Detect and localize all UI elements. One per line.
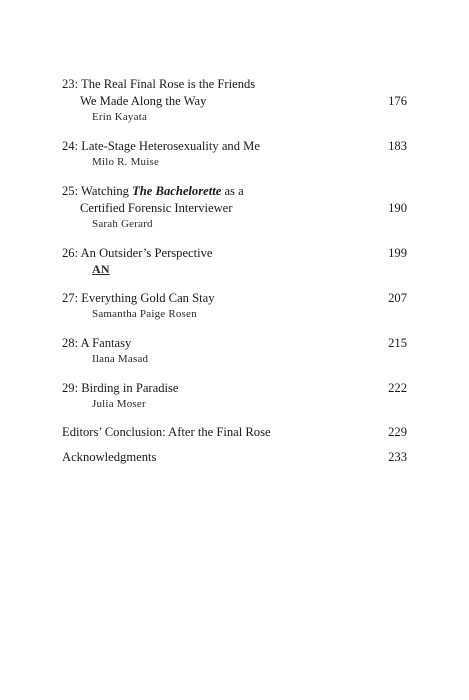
- toc-entry-title: 23: The Real Final Rose is the Friends: [62, 77, 256, 91]
- toc-entry-27[interactable]: [62, 290, 407, 322]
- toc-entry-title: [62, 183, 407, 200]
- toc-entry-26[interactable]: [62, 245, 407, 277]
- toc-page-number: 229: [388, 425, 407, 439]
- toc-entry-28[interactable]: [62, 335, 407, 367]
- toc-entry-title: Editors’ Conclusion: After the Final Rose: [62, 425, 271, 439]
- toc-entry-acknowledgments[interactable]: [62, 449, 407, 466]
- toc-entry-author: Samantha Paige Rosen: [92, 308, 197, 320]
- toc-entry-editors-conclusion[interactable]: [62, 424, 407, 441]
- toc-entry-author: AN: [92, 262, 110, 276]
- toc-entry-author: Milo R. Muise: [92, 156, 160, 168]
- toc-page-number: 183: [388, 139, 407, 153]
- toc-page-number: 190: [388, 201, 407, 215]
- toc-title-suffix: as a: [221, 184, 244, 198]
- toc-entry-title-continued: [62, 93, 407, 110]
- toc-entry-title: 24: Late-Stage Heterosexuality and Me: [62, 139, 260, 153]
- toc-entry-title: Acknowledgments: [62, 450, 157, 464]
- toc-entry-title: 27: Everything Gold Can Stay: [62, 291, 215, 305]
- toc-title-prefix: 25: Watching: [62, 184, 133, 198]
- toc-entry-23[interactable]: [62, 76, 407, 125]
- toc-entry-author: Sarah Gerard: [92, 218, 153, 230]
- toc-page-number: 215: [388, 336, 407, 350]
- toc-entry-29[interactable]: [62, 380, 407, 412]
- toc-entry-title: 26: An Outsider’s Perspective: [62, 246, 213, 260]
- toc-entry-25[interactable]: [62, 183, 407, 232]
- toc-page-number: 176: [388, 94, 407, 108]
- toc-page-number: 222: [388, 381, 407, 395]
- toc-entry-title-text: We Made Along the Way: [80, 94, 207, 108]
- toc-entry-title: 29: Birding in Paradise: [62, 381, 179, 395]
- toc-page-number: 207: [388, 291, 407, 305]
- toc-entry-author: Ilana Masad: [92, 353, 149, 365]
- toc-entry-author: Julia Moser: [92, 398, 146, 410]
- toc-entry-author: Erin Kayata: [92, 111, 148, 123]
- toc-entry-24[interactable]: [62, 138, 407, 170]
- toc-page-number: 199: [388, 246, 407, 260]
- toc-page-number: 233: [388, 450, 407, 464]
- toc-title-show-name: The Bachelorette: [132, 184, 222, 198]
- toc-entry-title: 28: A Fantasy: [62, 336, 132, 350]
- toc-entry-title-continued: Certified Forensic Interviewer: [80, 201, 233, 215]
- table-of-contents: [62, 76, 407, 466]
